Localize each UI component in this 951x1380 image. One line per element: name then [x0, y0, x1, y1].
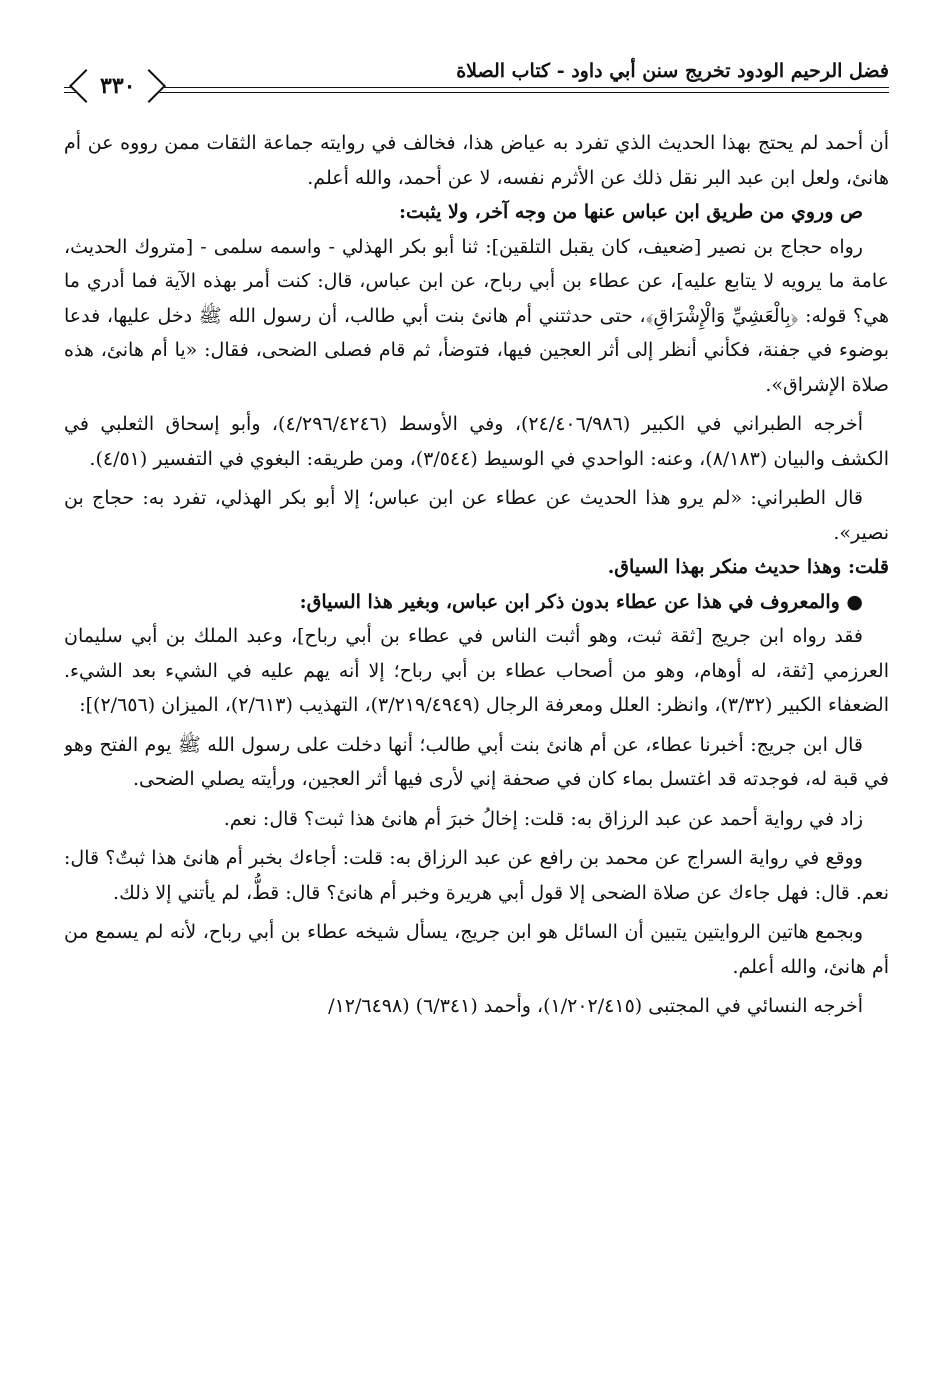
paragraph: ووقع في رواية السراج عن محمد بن رافع عن عبد الرزاق به: قلت: أجاءك بخبر أم هانئ هذا ثبتٌ؟ قال: نعم. قال: فهل جاءك عن صلاة الضحى إلا قول أبي هريرة وخبر أم هانئ؟ قال: قطُّ، لم يأتني إلا ذلك.: [64, 847, 889, 904]
page-number: [84, 66, 151, 106]
paragraph: رواه حجاج بن نصير [ضعيف، كان يقبل التلقين]: ثنا أبو بكر الهذلي - واسمه سلمى - [متروك الحديث، عامة ما يرويه لا يتابع عليه]، عن عطاء بن أبي رباح، عن ابن عباس، قال: كنت أمر بهذه الآية فما أدري ما هي؟ قوله: ﴿بِالْعَشِيِّ وَالْإِشْرَاقِ﴾، حتى حدثتني أم هانئ بنت أبي طالب، أن رسول الله ﷺ دخل عليها، فدعا بوضوء في جفنة، فكأني أنظر إلى أثر العجين فيها، فتوضأ، ثم قام فصلى الضحى، فقال: «يا أم هانئ، هذه صلاة الإشراق».: [64, 235, 889, 396]
running-header: [64, 56, 889, 100]
paragraph: زاد في رواية أحمد عن عبد الرزاق به: قلت: إخالُ خبرَ أم هانئ هذا ثبت؟ قال: نعم.: [223, 807, 863, 830]
paragraph: وبجمع هاتين الروايتين يتبين أن السائل هو ابن جريج، يسأل شيخه عطاء بن أبي رباح، لأنه لم يسمع من أم هانئ، والله أعلم.: [64, 921, 889, 978]
section-heading: ﺹ وروي من طريق ابن عباس عنها من وجه آخر، ولا يثبت:: [398, 201, 863, 223]
header-rule: [64, 87, 889, 93]
paragraph: أن أحمد لم يحتج بهذا الحديث الذي تفرد به عياض هذا، فخالف في روايته جماعة الثقات ممن رووه عن أم هانئ، ولعل ابن عبد البر نقل ذلك عن الأثرم نفسه، لا عن أحمد، والله أعلم.: [64, 132, 889, 189]
paragraph: أخرجه الطبراني في الكبير (٢٤/٤٠٦/٩٨٦)، وفي الأوسط (٤/٢٩٦/٤٢٤٦)، وأبو إسحاق الثعلبي في الكشف والبيان (٨/١٨٣)، وعنه: الواحدي في الوسيط (٣/٥٤٤)، ومن طريقه: البغوي في التفسير (٤/٥١).: [64, 413, 889, 470]
page-body: [64, 126, 889, 1354]
section-heading: ● والمعروف في هذا عن عطاء بدون ذكر ابن عباس، وبغير هذا السياق:: [299, 590, 863, 613]
page-number-text: ٣٣٠: [100, 73, 136, 99]
paragraph: فقد رواه ابن جريج [ثقة ثبت، وهو أثبت الناس في عطاء بن أبي رباح]، وعبد الملك بن أبي سليمان العرزمي [ثقة، له أوهام، وهو من أصحاب عطاء بن أبي رباح؛ إلا أنه يهم عليه في الشيء بعد الشيء. الضعفاء الكبير (٣/٣٢)، وانظر: العلل ومعرفة الرجال (٣/٢١٩/٤٩٤٩)، التهذيب (٢/٦١٣)، الميزان (٢/٦٥٦)]:: [64, 625, 889, 716]
paragraph: قال ابن جريج: أخبرنا عطاء، عن أم هانئ بنت أبي طالب؛ أنها دخلت على رسول الله ﷺ يوم الفتح وهو في قبة له، فوجدته قد اغتسل بماء كان في صحفة إني لأرى فيها أثر العجين، ورأيته يصلي الضحى.: [64, 733, 889, 790]
running-title: فضل الرحيم الودود تخريج سنن أبي داود - كتاب الصلاة: [456, 60, 889, 82]
section-heading: قلت: وهذا حديث منكر بهذا السياق.: [607, 556, 889, 578]
paragraph: قال الطبراني: «لم يرو هذا الحديث عن عطاء عن ابن عباس؛ إلا أبو بكر الهذلي، تفرد به: حجاج بن نصير».: [64, 487, 889, 544]
paragraph: أخرجه النسائي في المجتبى (١/٢٠٢/٤١٥)، وأحمد (٦/٣٤١) (١٢/٦٤٩٨/: [328, 995, 863, 1017]
